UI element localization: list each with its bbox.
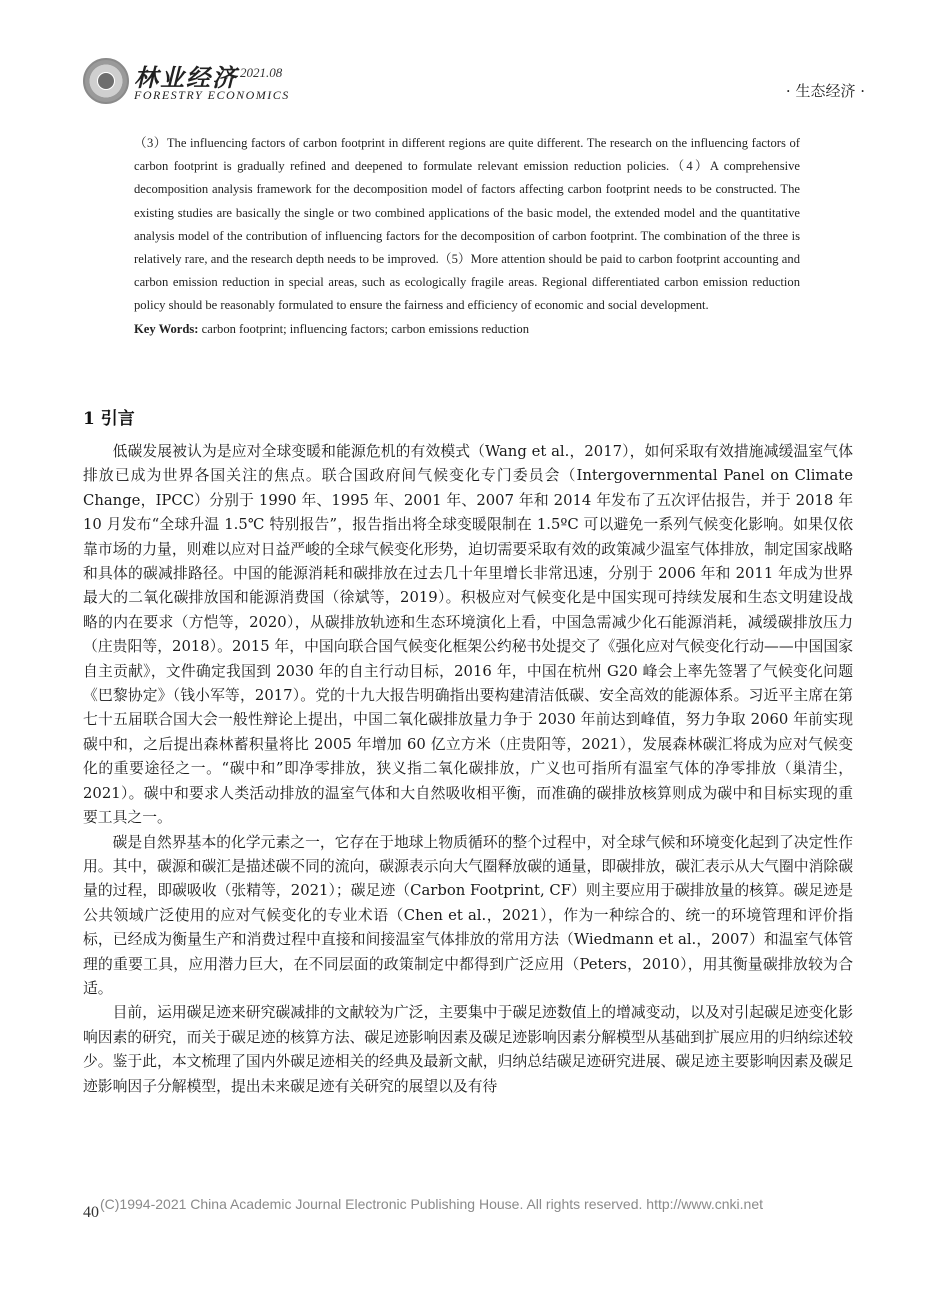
journal-title-en: FORESTRY ECONOMICS [134, 88, 290, 102]
section-heading: 1 引言 [83, 409, 135, 429]
keywords-value: carbon footprint; influencing factors; carbon emissions reduction [198, 321, 529, 336]
page-header [0, 0, 950, 120]
section-body [83, 440, 853, 1099]
copyright-notice: (C)1994-2021 China Academic Journal Electronic Publishing House. All rights reserved. http://www.cnki.net [100, 1196, 763, 1212]
abstract-block [134, 132, 800, 341]
section-tag: · 生态经济 · [785, 82, 865, 100]
paragraph: 碳是自然界基本的化学元素之一，它存在于地球上物质循环的整个过程中，对全球气候和环境变化起到了决定性作用。其中，碳源和碳汇是描述碳不同的流向，碳源表示向大气圈释放碳的通量，即碳排放，碳汇表示从大气圈中消除碳量的过程，即碳吸收（张精等，2021）；碳足迹（Carbon Footprint, CF）则主要应用于碳排放量的核算。碳足迹是公共领域广泛使用的应对气候变化的专业术语（Chen et al.，2021），作为一种综合的、统一的环境管理和评价指标，已经成为衡量生产和消费过程中直接和间接温室气体排放的常用方法（Wiedmann et al.，2007）和温室气体管理的重要工具，应用潜力巨大，在不同层面的政策制定中都得到广泛应用（Peters，2010），用其衡量碳排放较为合适。 [83, 833, 853, 997]
keywords-line [134, 318, 800, 341]
journal-issue-date: 2021.08 [240, 65, 283, 80]
abstract-text: （3）The influencing factors of carbon footprint in different regions are quite different. The research on the influencing factors of carbon footprint is gradually refined and deepened to formulate relevant emission reduction policies.（4）A comprehensive decomposition analysis framework for the decomposition model of factors affecting carbon footprint needs to be constructed. The existing studies are basically the single or two combined applications of the basic model, the extended model and the quantitative analysis model of the contribution of influencing factors for the decomposition of carbon footprint. The combination of the three is relatively rare, and the research depth needs to be improved.（5）More attention should be paid to carbon footprint accounting and carbon emission reduction in special areas, such as ecologically fragile areas. Regional differentiated carbon emission reduction policy should be reasonably formulated to ensure the fairness and efficiency of economic and social development. [134, 136, 800, 313]
page-number: 40 [83, 1204, 99, 1221]
journal-title-cn: 林业经济 [134, 63, 238, 92]
keywords-label: Key Words: [134, 321, 199, 336]
paragraph: 低碳发展被认为是应对全球变暖和能源危机的有效模式（Wang et al.，2017），如何采取有效措施减缓温室气体排放已成为世界各国关注的焦点。联合国政府间气候变化专门委员会（Intergovernmental Panel on Climate Change，IPCC）分别于 1990 年、1995 年、2001 年、2007 年和 2014 年发布了五次评估报告，并于 2018 年 10 月发布“全球升温 1.5℃ 特别报告”，报告指出将全球变暖限制在 1.5ºC 可以避免一系列气候变化影响。如果仅依靠市场的力量，则难以应对日益严峻的全球气候变化形势，迫切需要采取有效的政策减少温室气体排放，制定国家战略和具体的碳减排路径。中国的能源消耗和碳排放在过去几十年里增长非常迅速，分别于 2006 年和 2011 年成为世界最大的二氧化碳排放国和能源消费国（徐斌等，2019）。积极应对气候变化是中国实现可持续发展和生态文明建设战略的内在要求（方恺等，2020），从碳排放轨迹和生态环境演化上看，中国急需减少化石能源消耗，减缓碳排放压力（庄贵阳等，2018）。2015 年，中国向联合国气候变化框架公约秘书处提交了《强化应对气候变化行动——中国国家自主贡献》，文件确定我国到 2030 年的自主行动目标，2016 年，中国在杭州 G20 峰会上率先签署了气候变化问题《巴黎协定》（钱小军等，2017）。党的十九大报告明确指出要构建清洁低碳、安全高效的能源体系。习近平主席在第七十五届联合国大会一般性辩论上提出，中国二氧化碳排放量力争于 2030 年前达到峰值，努力争取 2060 年前实现碳中和，之后提出森林蓄积量将比 2005 年增加 60 亿立方米（庄贵阳等，2021），发展森林碳汇将成为应对气候变化的重要途径之一。“碳中和”即净零排放，狭义指二氧化碳排放，广义也可指所有温室气体的净零排放（巢清尘，2021）。碳中和要求人类活动排放的温室气体和大自然吸收相平衡，而准确的碳排放核算则成为碳中和目标实现的重要工具之一。 [83, 443, 853, 827]
paragraph: 目前，运用碳足迹来研究碳减排的文献较为广泛，主要集中于碳足迹数值上的增减变动，以及对引起碳足迹变化影响因素的研究，而关于碳足迹的核算方法、碳足迹影响因素及碳足迹影响因素分解模型从基础到扩展应用的归纳综述较少。鉴于此，本文梳理了国内外碳足迹相关的经典及最新文献，归纳总结碳足迹研究进展、碳足迹主要影响因素及碳足迹影响因子分解模型，提出未来碳足迹有关研究的展望以及有待 [83, 1004, 853, 1095]
journal-logo-icon [83, 58, 129, 104]
